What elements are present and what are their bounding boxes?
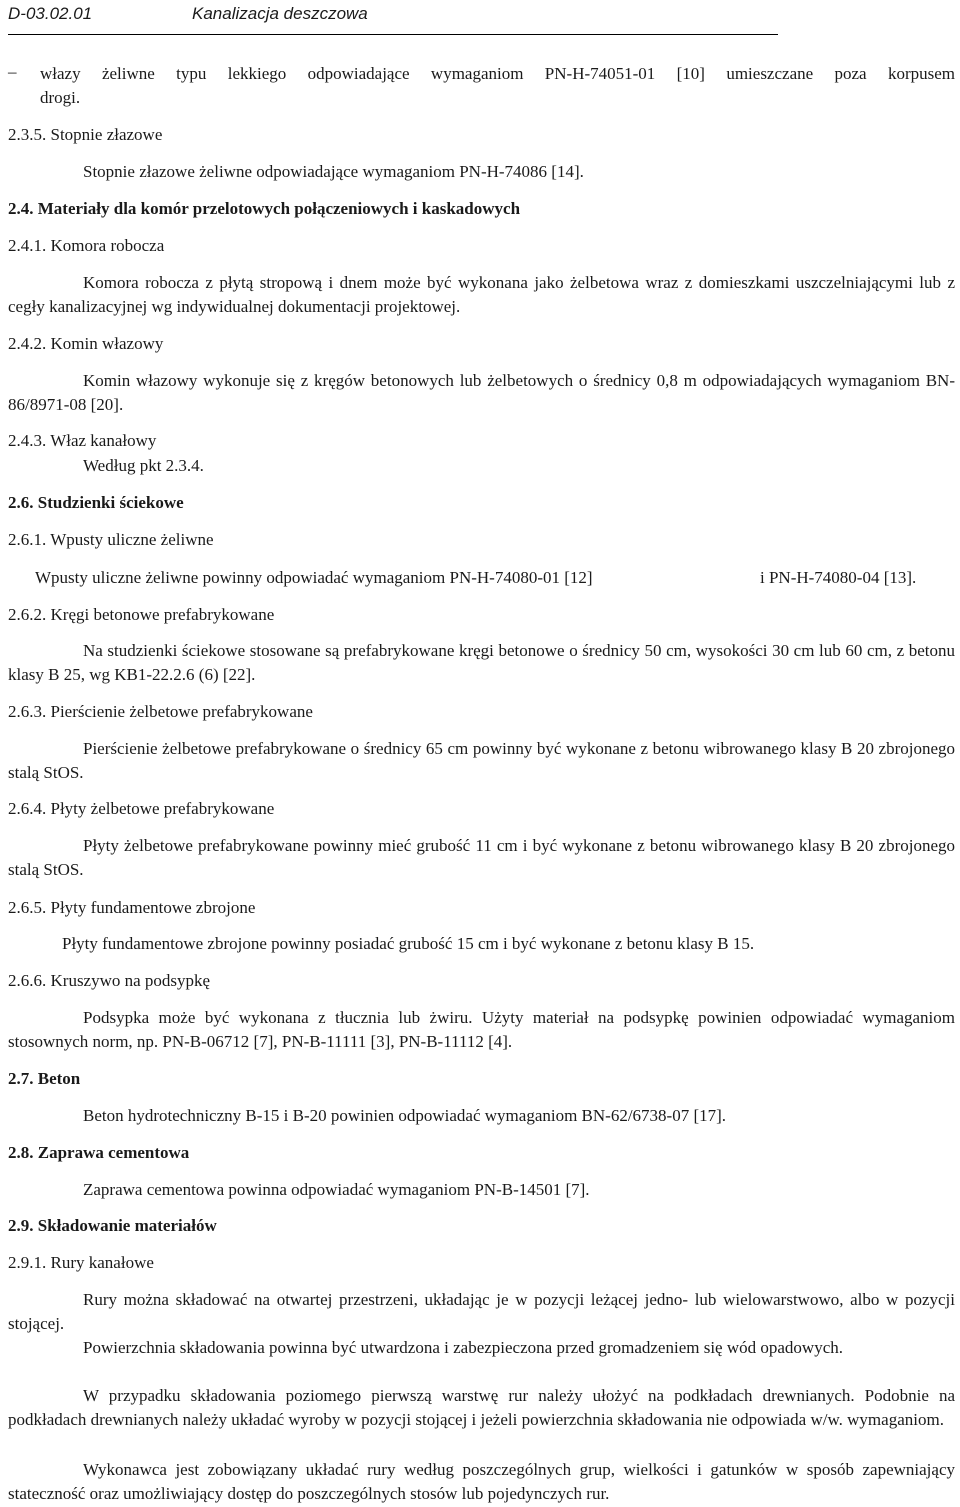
paragraph-2-6-2: Na studzienki ściekowe stosowane są prefabrykowane kręgi betonowe o średnicy 50 cm, wysokości 30 cm lub 60 cm, z betonu klasy B 25, wg KB1-22.2.6 (6) [22]. bbox=[8, 641, 955, 684]
heading-2-9-1: 2.9.1. Rury kanałowe bbox=[8, 1253, 154, 1272]
heading-2-6-5: 2.6.5. Płyty fundamentowe zbrojone bbox=[8, 898, 256, 917]
paragraph-2-8: Zaprawa cementowa powinna odpowiadać wymaganiom PN-B-14501 [7]. bbox=[83, 1180, 590, 1199]
heading-2-6-1: 2.6.1. Wpusty uliczne żeliwne bbox=[8, 530, 214, 549]
bullet-text-line1: włazy żeliwne typu lekkiego odpowiadające wymaganiom PN-H-74051-01 [10] umieszczane poza korpusem bbox=[40, 64, 955, 83]
paragraph-2-9-1-a: Rury można składować na otwartej przestrzeni, układając je w pozycji leżącej jedno- lub wielowarstwowo, albo w pozycji stojącej. bbox=[8, 1290, 955, 1333]
paragraph-2-6-3: Pierścienie żelbetowe prefabrykowane o średnicy 65 cm powinny być wykonane z betonu wibrowanego klasy B 20 zbrojonego stalą StOS. bbox=[8, 739, 955, 782]
heading-2-3-5: 2.3.5. Stopnie złazowe bbox=[8, 125, 163, 144]
heading-2-4-3: 2.4.3. Właz kanałowy bbox=[8, 431, 157, 450]
paragraph-2-9-1-d: Wykonawca jest zobowiązany układać rury według poszczególnych grup, wielkości i gatunków w sposób zapewniający stateczność oraz umożliwiający dostęp do poszczególnych stosów lub pojedynczych rur. bbox=[8, 1460, 955, 1503]
heading-2-4-1: 2.4.1. Komora robocza bbox=[8, 236, 165, 255]
paragraph-2-9-1-c: W przypadku składowania poziomego pierwszą warstwę rur należy ułożyć na podkładach drewnianych. Podobnie na podkładach drewnianych należy układać wyroby w pozycji stojącej i jeżeli powierzchnia składowania nie odpowiada w/w. wymaganiom. bbox=[8, 1386, 955, 1429]
paragraph-2-6-1-part2: i PN-H-74080-04 [13]. bbox=[760, 568, 917, 587]
heading-2-4-2: 2.4.2. Komin włazowy bbox=[8, 334, 164, 353]
heading-2-6-6: 2.6.6. Kruszywo na podsypkę bbox=[8, 971, 211, 990]
paragraph-2-6-5: Płyty fundamentowe zbrojone powinny posiadać grubość 15 cm i być wykonane z betonu klasy B 15. bbox=[62, 934, 755, 953]
heading-2-6-2: 2.6.2. Kręgi betonowe prefabrykowane bbox=[8, 605, 275, 624]
paragraph-2-4-2: Komin włazowy wykonuje się z kręgów betonowych lub żelbetowych o średnicy 0,8 m odpowiadających wymaganiom BN-86/8971-08 [20]. bbox=[8, 371, 955, 414]
paragraph-2-6-6: Podsypka może być wykonana z tłucznia lub żwiru. Użyty materiał na podsypkę powinien odpowiadać wymaganiom stosownych norm, np. PN-B-06712 [7], PN-B-11111 [3], PN-B-11112 [4]. bbox=[8, 1008, 955, 1051]
heading-2-8: 2.8. Zaprawa cementowa bbox=[8, 1143, 190, 1162]
document-title: Kanalizacja deszczowa bbox=[192, 4, 368, 23]
heading-2-7: 2.7. Beton bbox=[8, 1069, 81, 1088]
heading-2-4: 2.4. Materiały dla komór przelotowych połączeniowych i kaskadowych bbox=[8, 199, 521, 218]
paragraph-2-4-3: Według pkt 2.3.4. bbox=[83, 456, 204, 475]
bullet-text-line2: drogi. bbox=[40, 88, 81, 107]
page-header bbox=[8, 4, 778, 35]
paragraph-2-6-1-part1: Wpusty uliczne żeliwne powinny odpowiadać wymaganiom PN-H-74080-01 [12] bbox=[35, 568, 593, 587]
paragraph-2-6-4: Płyty żelbetowe prefabrykowane powinny mieć grubość 11 cm i być wykonane z betonu wibrowanego klasy B 20 zbrojonego stalą StOS. bbox=[8, 836, 955, 879]
paragraph-2-7: Beton hydrotechniczny B-15 i B-20 powinien odpowiadać wymaganiom BN-62/6738-07 [17]. bbox=[83, 1106, 727, 1125]
heading-2-6-3: 2.6.3. Pierścienie żelbetowe prefabrykowane bbox=[8, 702, 313, 721]
heading-2-6: 2.6. Studzienki ściekowe bbox=[8, 493, 184, 512]
paragraph-2-3-5: Stopnie złazowe żeliwne odpowiadające wymaganiom PN-H-74086 [14]. bbox=[83, 162, 584, 181]
document-code: D-03.02.01 bbox=[8, 4, 93, 23]
bullet-dash: – bbox=[8, 62, 17, 81]
paragraph-2-9-1-b: Powierzchnia składowania powinna być utwardzona i zabezpieczona przed gromadzeniem się wód opadowych. bbox=[83, 1338, 843, 1357]
paragraph-2-4-1: Komora robocza z płytą stropową i dnem może być wykonana jako żelbetowa wraz z domieszkami uszczelniającymi lub z cegły kanalizacyjnej wg indywidualnej dokumentacji projektowej. bbox=[8, 273, 955, 316]
heading-2-9: 2.9. Składowanie materiałów bbox=[8, 1216, 217, 1235]
heading-2-6-4: 2.6.4. Płyty żelbetowe prefabrykowane bbox=[8, 799, 275, 818]
